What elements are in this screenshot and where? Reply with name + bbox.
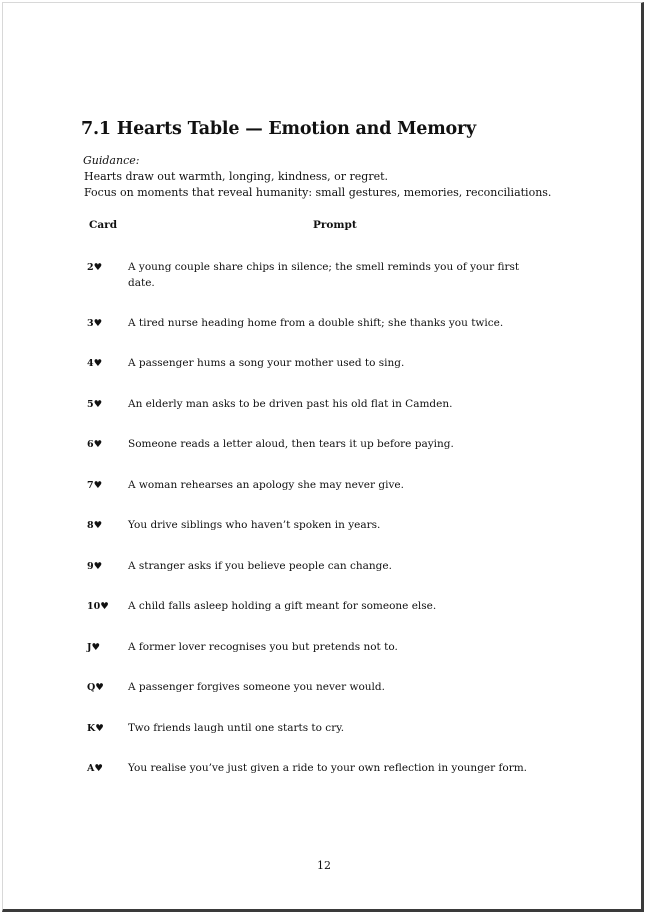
card-cell: A♥: [87, 763, 103, 774]
section-heading: 7.1 Hearts Table — Emotion and Memory: [81, 119, 477, 139]
prompt-cell: You drive siblings who haven’t spoken in years.: [128, 519, 381, 531]
prompt-cell: A tired nurse heading home from a double shift; she thanks you twice.: [128, 317, 504, 329]
prompt-cell: A young couple share chips in silence; the smell reminds you of your first date.: [128, 261, 520, 289]
card-cell: Q♥: [87, 682, 104, 693]
prompt-cell: Two friends laugh until one starts to cry.: [128, 722, 345, 734]
page-number: 12: [317, 859, 331, 872]
card-cell: 7♥: [87, 480, 103, 491]
column-header-card: Card: [89, 219, 118, 231]
prompt-cell: A passenger forgives someone you never would.: [128, 681, 385, 693]
card-cell: 3♥: [87, 318, 103, 329]
prompt-cell: A child falls asleep holding a gift meant for someone else.: [128, 600, 437, 612]
card-cell: 6♥: [87, 439, 103, 450]
card-cell: 2♥: [87, 262, 103, 273]
card-cell: K♥: [87, 723, 104, 734]
prompt-cell: A woman rehearses an apology she may never give.: [128, 479, 404, 491]
card-cell: 8♥: [87, 520, 103, 531]
guidance-line: Hearts draw out warmth, longing, kindness, or regret.: [84, 170, 388, 183]
card-cell: J♥: [87, 642, 101, 653]
card-cell: 5♥: [87, 399, 103, 410]
prompt-cell: Someone reads a letter aloud, then tears it up before paying.: [128, 438, 454, 450]
prompt-cell: A stranger asks if you believe people can change.: [128, 560, 392, 572]
guidance-block: [83, 153, 551, 201]
prompt-cell: An elderly man asks to be driven past his old flat in Camden.: [128, 398, 453, 410]
column-header-prompt: Prompt: [313, 219, 357, 231]
card-cell: 10♥: [87, 601, 109, 612]
prompt-cell: A former lover recognises you but pretends not to.: [128, 641, 398, 653]
card-cell: 4♥: [87, 358, 103, 369]
prompt-cell: You realise you’ve just given a ride to your own reflection in younger form.: [128, 762, 528, 774]
guidance-line: Focus on moments that reveal humanity: small gestures, memories, reconciliations.: [84, 186, 552, 199]
document-page: [2, 2, 644, 912]
guidance-label: Guidance:: [83, 154, 140, 167]
card-cell: 9♥: [87, 561, 103, 572]
prompt-cell: A passenger hums a song your mother used to sing.: [128, 357, 405, 369]
